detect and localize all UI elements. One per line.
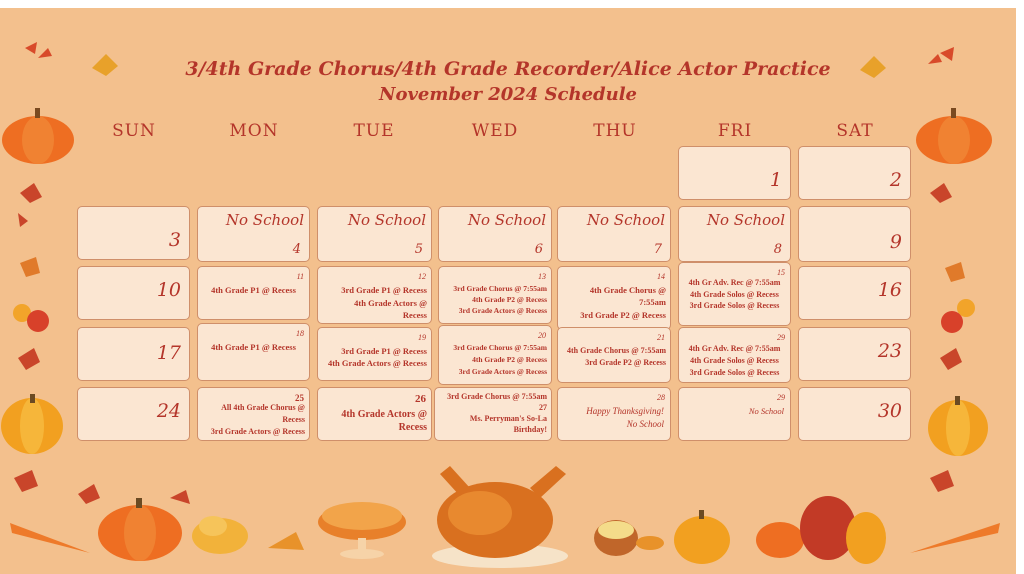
day-number: 19 <box>418 333 426 342</box>
bread-icon <box>192 516 248 554</box>
day-header-tue: TUE <box>353 121 395 141</box>
day-cell-10 <box>77 266 190 320</box>
event-text: Happy Thanksgiving! <box>586 406 664 416</box>
day-cell-19 <box>317 327 432 381</box>
event-text: No School <box>626 419 664 429</box>
apple-icon <box>13 304 49 332</box>
day-cell-28 <box>557 387 671 441</box>
day-cell-26 <box>317 387 432 441</box>
day-number: 25 <box>295 393 304 403</box>
page-subtitle: November 2024 Schedule <box>378 84 638 105</box>
day-number: 28 <box>657 393 665 402</box>
day-number: 7 <box>653 242 662 257</box>
event-text: 7:55am <box>639 297 666 307</box>
day-cell-9 <box>798 206 911 262</box>
pumpkin-icon <box>98 498 182 561</box>
event-text: Recess <box>398 422 427 433</box>
pumpkin-icon <box>916 108 992 164</box>
gravy-icon <box>636 536 664 550</box>
event-text: Ms. Perryman's So-La <box>469 414 547 423</box>
day-number: 30 <box>877 400 902 422</box>
day-header-sun: SUN <box>112 121 156 141</box>
day-cell-23 <box>798 327 911 381</box>
day-cell-14 <box>557 266 671 330</box>
day-number: 4 <box>292 242 301 257</box>
day-cell-2 <box>798 146 911 200</box>
day-cell-13 <box>438 266 552 324</box>
day-number: 8 <box>773 242 782 257</box>
day-number: 14 <box>657 272 665 281</box>
event-text: Recess <box>282 415 305 424</box>
event-text: Recess <box>402 310 427 320</box>
event-text: 4th Grade Solos @ Recess <box>690 290 779 299</box>
day-number: 6 <box>534 242 543 257</box>
day-cell-18 <box>197 323 310 381</box>
day-header-sat: SAT <box>836 121 874 141</box>
event-text: 4th Grade Actors @ <box>354 298 427 308</box>
event-text: 3rd Grade Chorus @ 7:55am <box>453 343 547 352</box>
day-cell-25 <box>197 387 310 441</box>
leaf-icon <box>78 484 190 504</box>
turkey-icon <box>432 466 568 568</box>
no-school-label: No School <box>225 211 304 229</box>
event-text: 4th Grade Chorus @ <box>589 285 666 295</box>
pumpkin-icon <box>756 496 886 564</box>
day-cell-20 <box>438 325 552 385</box>
day-number: 3 <box>168 229 181 251</box>
leaf-icon <box>25 42 52 58</box>
day-cell-29 <box>678 387 791 441</box>
day-number: 15 <box>777 268 785 277</box>
page-title: 3/4th Grade Chorus/4th Grade Recorder/Alice Actor Practice <box>185 58 831 80</box>
event-text: 4th Grade Solos @ Recess <box>690 356 779 365</box>
day-number: 26 <box>415 393 426 405</box>
carrot-icon <box>910 523 1000 553</box>
day-number: 16 <box>877 279 902 301</box>
day-cell-6 <box>438 206 552 262</box>
leaf-icon <box>18 183 42 227</box>
event-text: All 4th Grade Chorus @ <box>221 403 305 412</box>
day-cell-22 <box>678 327 791 383</box>
pumpkin-icon <box>2 108 74 164</box>
schedule-poster <box>0 8 1016 574</box>
right-border <box>1016 0 1024 574</box>
event-text: 4th Grade Actors @ <box>341 409 427 420</box>
day-cell-5 <box>317 206 432 262</box>
day-cell-8 <box>678 206 791 262</box>
day-number: 1 <box>769 169 782 191</box>
top-border <box>0 0 1024 8</box>
day-header-fri: FRI <box>717 121 753 141</box>
day-number: 29 <box>777 333 785 342</box>
day-cell-7 <box>557 206 671 262</box>
event-text: Birthday! <box>513 425 547 434</box>
event-text: 3rd Grade P1 @ Recess <box>341 346 427 356</box>
pie-slice-icon <box>268 532 304 550</box>
day-number: 13 <box>538 272 546 281</box>
event-text: 3rd Grade Actors @ Recess <box>458 306 547 315</box>
event-text: 3rd Grade Chorus @ 7:55am <box>447 392 547 401</box>
day-cell-30 <box>798 387 911 441</box>
day-number: 24 <box>156 400 181 422</box>
leaf-icon <box>20 257 40 277</box>
day-cell-24 <box>77 387 190 441</box>
day-cell-1 <box>678 146 791 200</box>
event-text: 4th Gr Adv. Rec @ 7:55am <box>688 278 781 287</box>
day-cell-11 <box>197 266 310 320</box>
leaf-icon <box>14 470 38 492</box>
day-number: 29 <box>777 393 785 402</box>
event-text: 4th Grade P1 @ Recess <box>211 285 296 295</box>
event-text: 3rd Grade P1 @ Recess <box>341 285 427 295</box>
event-text: 4th Grade Chorus @ 7:55am <box>567 346 666 355</box>
pie-icon <box>318 502 406 559</box>
pumpkin-icon <box>928 396 988 456</box>
day-cell-12 <box>317 266 432 324</box>
day-cell-15 <box>678 262 791 326</box>
no-school-label: No School <box>706 211 785 229</box>
day-number: 17 <box>156 342 181 364</box>
day-cell-17 <box>77 327 190 381</box>
day-number: 27 <box>539 403 547 412</box>
day-header-thu: THU <box>593 121 637 141</box>
leaf-icon <box>18 348 40 370</box>
day-number: 10 <box>156 279 181 301</box>
event-text: 4th Grade P2 @ Recess <box>472 355 547 364</box>
day-cell-4 <box>197 206 310 262</box>
event-text: 4th Grade P1 @ Recess <box>211 342 296 352</box>
day-number: 23 <box>877 340 902 362</box>
day-number: 21 <box>657 333 665 342</box>
day-number: 20 <box>538 331 546 340</box>
day-number: 11 <box>296 272 304 281</box>
day-number: 12 <box>418 272 426 281</box>
no-school-label: No School <box>586 211 665 229</box>
pumpkin-icon <box>674 510 730 564</box>
mashed-potato-icon <box>594 520 638 556</box>
day-cell-3 <box>77 206 190 260</box>
day-cell-27 <box>434 387 552 441</box>
day-header-wed: WED <box>471 121 519 141</box>
apple-icon <box>941 299 975 333</box>
leaf-icon <box>930 183 952 203</box>
day-number: 9 <box>889 231 902 253</box>
event-text: 4th Gr Adv. Rec @ 7:55am <box>688 344 781 353</box>
pumpkin-icon <box>1 394 63 454</box>
leaf-icon <box>940 348 962 370</box>
event-text: 3rd Grade Actors @ Recess <box>210 427 305 436</box>
no-school-label: No School <box>467 211 546 229</box>
event-text: 4th Grade Actors @ Recess <box>327 358 427 368</box>
event-text: 3rd Grade P2 @ Recess <box>585 358 666 367</box>
leaf-icon <box>930 470 954 492</box>
day-number: 18 <box>296 329 304 338</box>
day-number: 2 <box>889 169 902 191</box>
event-text: 3rd Grade Actors @ Recess <box>458 367 547 376</box>
leaf-icon <box>945 262 965 282</box>
event-text: No School <box>748 406 784 416</box>
event-text: 3rd Grade Chorus @ 7:55am <box>453 284 547 293</box>
carrot-icon <box>10 523 90 553</box>
event-text: 3rd Grade Solos @ Recess <box>689 301 780 310</box>
event-text: 3rd Grade P2 @ Recess <box>580 310 666 320</box>
event-text: 3rd Grade Solos @ Recess <box>689 368 780 377</box>
event-text: 4th Grade P2 @ Recess <box>472 295 547 304</box>
day-header-mon: MON <box>229 121 279 141</box>
day-cell-16 <box>798 266 911 320</box>
day-cell-21 <box>557 327 671 383</box>
day-number: 5 <box>414 242 423 257</box>
no-school-label: No School <box>347 211 426 229</box>
